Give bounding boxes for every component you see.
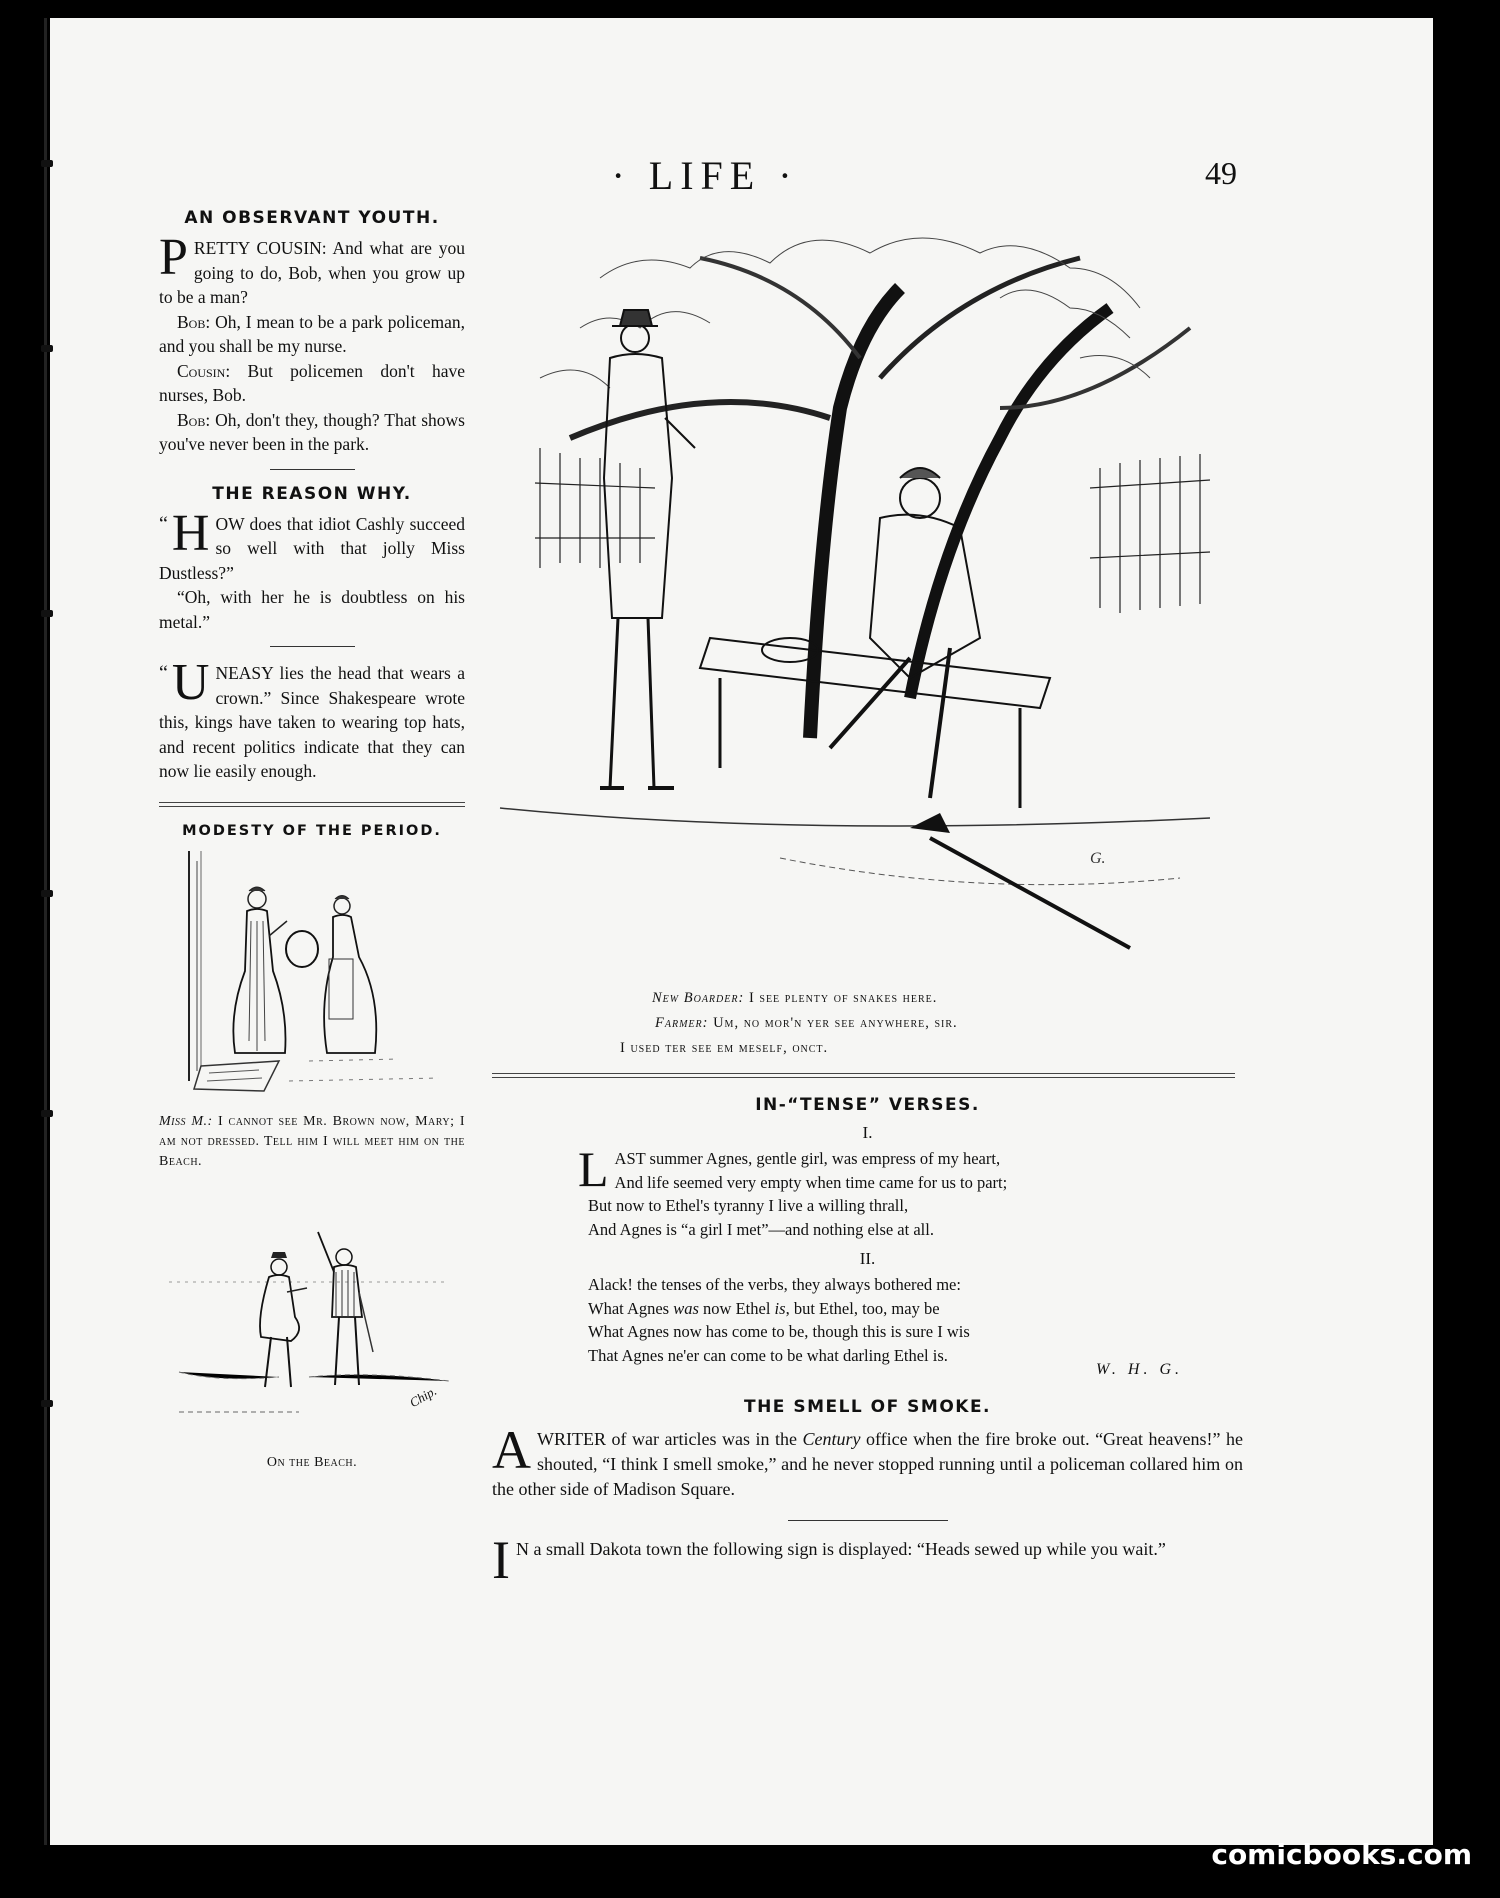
left-scan-border (0, 0, 50, 1898)
article-title: IN-“TENSE” VERSES. (755, 1095, 980, 1115)
stanza-number: II. (859, 1249, 876, 1268)
article-paragraph: “ H OW does that idiot Cashly succeed so well with that jolly Miss Dustless?” (159, 504, 465, 583)
binding-stitch (41, 610, 53, 617)
article-paragraph: “Oh, with her he is doubtless on his metal.” (159, 587, 465, 632)
article-title: THE REASON WHY. (212, 483, 412, 504)
watermark: comicbooks.com (1211, 1838, 1472, 1871)
artist-signature: Chip. (406, 1382, 440, 1410)
modesty-cartoon (159, 851, 465, 1172)
stanza-number: I. (862, 1123, 873, 1142)
cartoon-caption: Miss M.: I cannot see Mr. Brown now, Mary; I am not dressed. Tell him I will meet him on the Beach. (159, 1113, 466, 1169)
article-paragraph: “ U NEASY lies the head that wears a crown.” Since Shakespeare wrote this, kings have taken to wearing top hats, and recent politics indicate that they can now lie easily enough. (159, 654, 465, 781)
article-paragraph: AWRITER of war articles was in the Century office when the fire broke out. “Great heavens!” he shouted, “I think I smell smoke,” and he never stopped running until a policeman collared him on the other side of Madison Square. (492, 1420, 1243, 1499)
right-column (492, 1095, 1243, 1590)
left-column (159, 208, 465, 1473)
beach-cartoon (159, 1212, 465, 1473)
article-paragraph: Bob: Oh, I mean to be a park policeman, and you shall be my nurse. (159, 311, 465, 356)
drop-cap: H (171, 504, 210, 562)
cartoon-title: MODESTY OF THE PERIOD. (182, 822, 442, 839)
poem-signature: W. H. G. (1096, 1361, 1183, 1378)
two-women-illustration (159, 851, 465, 1101)
binding-stitch (41, 1110, 53, 1117)
page-number: 49 (1205, 155, 1237, 191)
poem-stanza: Alack! the tenses of the verbs, they always bothered me: What Agnes was now Ethel is, but Ethel, too, may be What Agnes now has come to be, though this is sure I wis That Agnes ne'er can come to be what darling Ethel is. (588, 1275, 970, 1365)
article-paragraph: I N a small Dakota town the following sign is displayed: “Heads sewed up while you wait.” (492, 1530, 1166, 1590)
binding-stitch (41, 1400, 53, 1407)
drop-cap: I (492, 1530, 510, 1590)
section-divider (270, 646, 355, 647)
article-paragraph: Cousin: But policemen don't have nurses, Bob. (159, 360, 465, 405)
double-rule (159, 802, 465, 807)
drop-cap: A (492, 1420, 531, 1480)
binding-stitch (41, 345, 53, 352)
section-divider (270, 469, 355, 470)
svg-text:G.: G. (1090, 850, 1106, 867)
farmer-and-boarder-illustration (480, 218, 1235, 956)
double-rule (492, 1073, 1235, 1078)
drop-cap: U (171, 654, 210, 711)
masthead: · LIFE · (611, 153, 799, 198)
section-divider (788, 1520, 948, 1521)
binding-edge (44, 18, 47, 1845)
poem-stanza: L AST summer Agnes, gentle girl, was empress of my heart, And life seemed very empty when time came for us to part; But now to Ethel's tyranny I live a willing thrall, And Agnes is “a girl I met”—and nothing else at all. (578, 1141, 1008, 1239)
article-paragraph: Bob: Oh, don't they, though? That shows you've never been in the park. (159, 409, 465, 454)
drop-cap: L (578, 1141, 609, 1197)
farm-cartoon (480, 218, 1235, 956)
binding-stitch (41, 160, 53, 167)
drop-cap: P (159, 229, 188, 286)
article-paragraph: PRETTY COUSIN: And what are you going to do, Bob, when you grow up to be a man? (159, 229, 465, 307)
binding-stitch (41, 890, 53, 897)
article-title: THE SMELL OF SMOKE. (743, 1397, 992, 1417)
article-title: AN OBSERVANT YOUTH. (184, 208, 440, 228)
farm-cartoon-caption: New Boarder: I see plenty of snakes here. Farmer: Um, no mor'n yer see anywhere, sir. I used ter see em meself, onct. (620, 990, 958, 1056)
cartoon-caption: On the Beach. (266, 1454, 358, 1470)
